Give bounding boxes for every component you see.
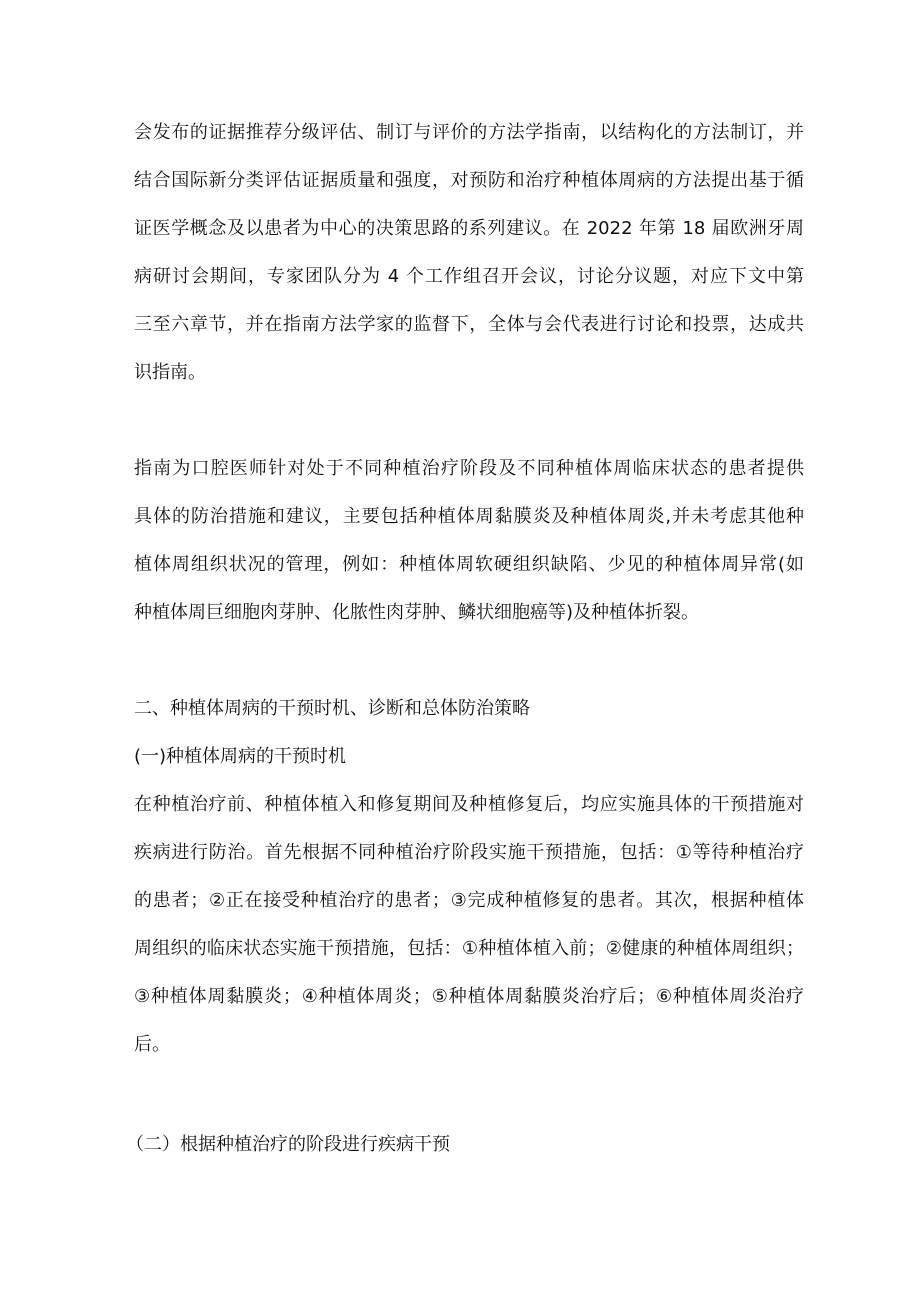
paragraph-line: ③种植体周黏膜炎；④种植体周炎；⑤种植体周黏膜炎治疗后；⑥种植体周炎治疗 [134,986,804,1007]
section-subtitle: (一)种植体周病的干预时机 [134,746,347,767]
paragraph-line: 疾病进行防治。首先根据不同种植治疗阶段实施干预措施，包括：①等待种植治疗 [134,842,804,863]
paragraph-line: 证医学概念及以患者为中心的决策思路的系列建议。在 2022 年第 18 届欧洲牙周 [134,218,804,239]
paragraph-line: 后。 [134,1034,170,1055]
paragraph-line: 识指南。 [134,362,206,383]
paragraph-line: 具体的防治措施和建议，主要包括种植体周黏膜炎及种植体周炎,并未考虑其他种 [134,506,804,527]
paragraph-line: 种植体周巨细胞肉芽肿、化脓性肉芽肿、鳞状细胞癌等)及种植体折裂。 [134,602,700,623]
paragraph-line: 三至六章节，并在指南方法学家的监督下，全体与会代表进行讨论和投票，达成共 [134,314,804,335]
paragraph-line: 周组织的临床状态实施干预措施，包括：①种植体植入前；②健康的种植体周组织； [134,938,804,959]
paragraph-line: 在种植治疗前、种植体植入和修复期间及种植修复后，均应实施具体的干预措施对 [134,794,804,815]
paragraph-line: 会发布的证据推荐分级评估、制订与评价的方法学指南，以结构化的方法制订，并 [134,122,804,143]
section-title: 二、种植体周病的干预时机、诊断和总体防治策略 [134,698,530,719]
paragraph-line: 结合国际新分类评估证据质量和强度，对预防和治疗种植体周病的方法提出基于循 [134,170,804,191]
paragraph-line: 的患者；②正在接受种植治疗的患者；③完成种植修复的患者。其次，根据种植体 [134,890,804,911]
paragraph-line: 植体周组织状况的管理，例如：种植体周软硬组织缺陷、少见的种植体周异常(如 [134,554,804,575]
section-subtitle: （二）根据种植治疗的阶段进行疾病干预 [126,1134,450,1155]
paragraph-line: 病研讨会期间，专家团队分为 4 个工作组召开会议，讨论分议题，对应下文中第 [134,266,804,287]
paragraph-line: 指南为口腔医师针对处于不同种植治疗阶段及不同种植体周临床状态的患者提供 [134,458,804,479]
